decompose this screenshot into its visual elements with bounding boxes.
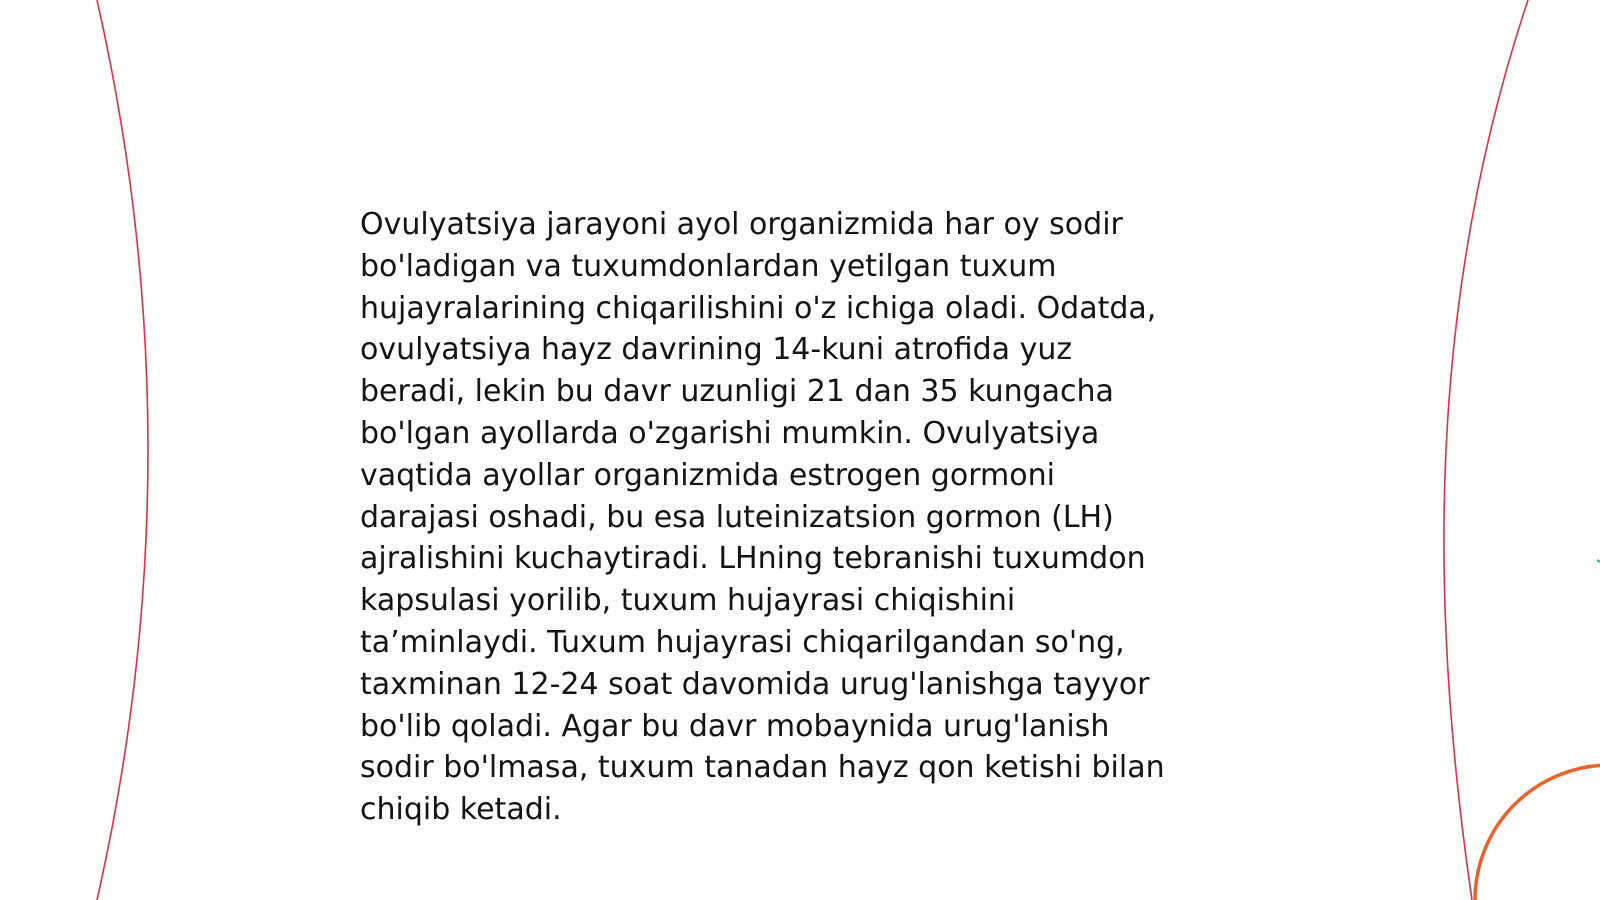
right-red-arc: [1444, 0, 1528, 900]
body-paragraph: Ovulyatsiya jarayoni ayol organizmida har oy sodir bo'ladigan va tuxumdonlardan yetilgan tuxum hujayralarining chiqarilishini o'z ichiga oladi. Odatda, ovulyatsiya hayz davrining 14-kuni atrofida yuz beradi, lekin bu davr uzunligi 21 dan 35 kungacha bo'lgan ayollarda o'zgarishi mumkin. Ovulyatsiya vaqtida ayollar organizmida estrogen gormoni darajasi oshadi, bu esa luteinizatsion gormon (LH) ajralishini kuchaytiradi. LHning tebranishi tuxumdon kapsulasi yorilib, tuxum hujayrasi chiqishini ta’minlaydi. Tuxum hujayrasi chiqarilgandan so'ng, taxminan 12-24 soat davomida urug'lanishga tayyor bo'lib qoladi. Agar bu davr mobaynida urug'lanish sodir bo'lmasa, tuxum tanadan hayz qon ketishi bilan chiqib ketadi.: [360, 207, 1165, 828]
left-red-arc: [97, 0, 148, 900]
orange-ring: [1475, 765, 1600, 900]
